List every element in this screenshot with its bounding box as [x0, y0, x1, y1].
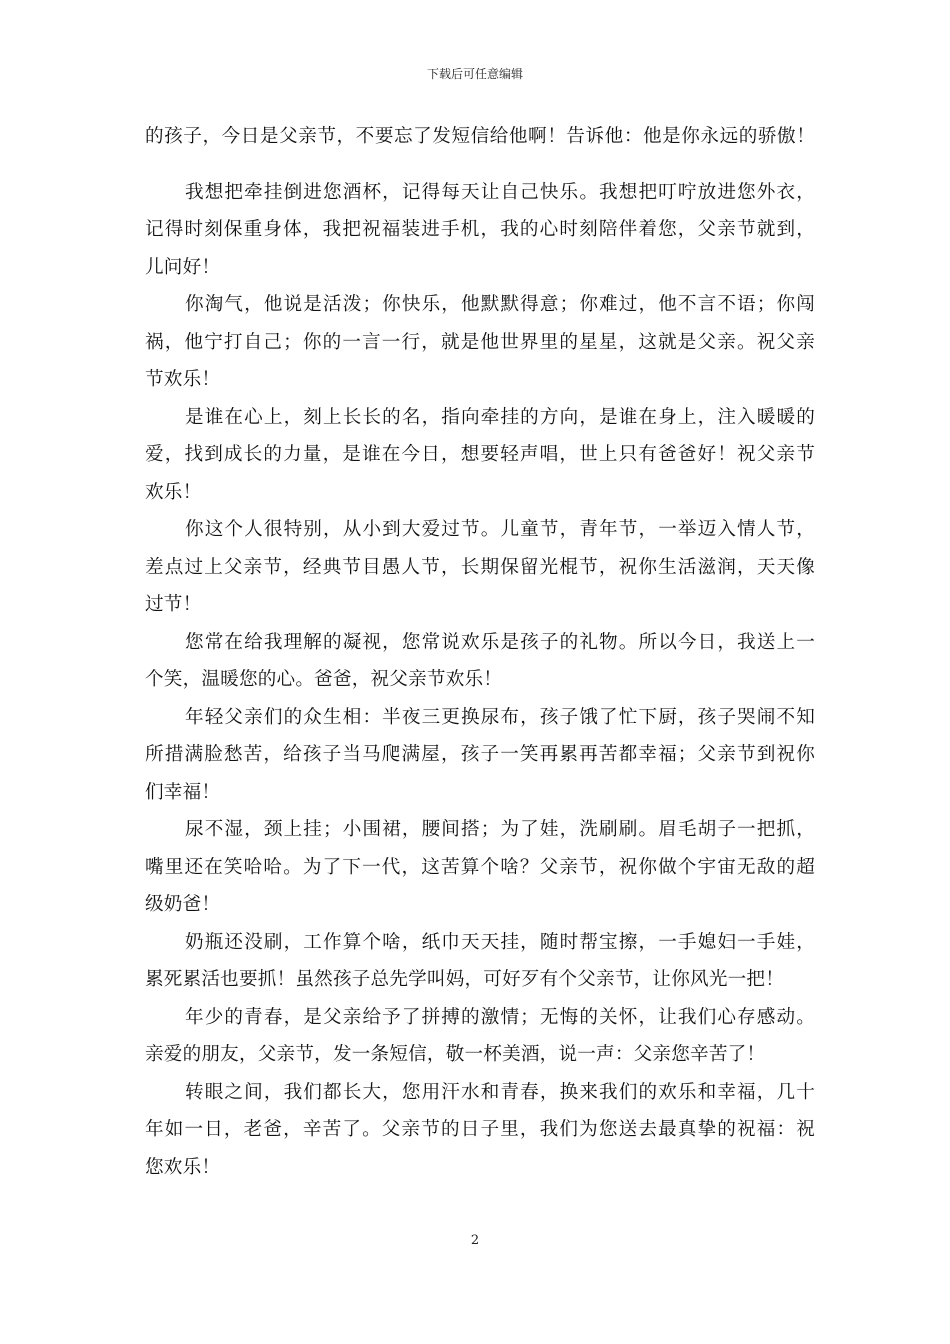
text-line: 节欢乐！: [145, 369, 221, 390]
paragraph: [145, 999, 815, 1074]
text-line: 转眼之间，我们都长大，您用汗水和青春，换来我们的欢乐和幸福，几十: [185, 1081, 815, 1103]
text-line: 儿问好！: [145, 256, 221, 278]
paragraph: [145, 624, 815, 699]
text-line: 奶瓶还没刷，工作算个啥，纸巾天天挂，随时帮宝擦，一手媳妇一手娃，: [185, 931, 815, 953]
paragraph: [145, 286, 815, 399]
text-line: 累死累活也要抓！虽然孩子总先学叫妈，可好歹有个父亲节，让你风光一把！: [145, 969, 784, 990]
text-line: 所措满脸愁苦，给孩子当马爬满屋，孩子一笑再累再苦都幸福；父亲节到祝你: [145, 744, 815, 765]
paragraph: [145, 1074, 815, 1187]
text-line: 我想把牵挂倒进您酒杯，记得每天让自己快乐。我想把叮咛放进您外衣，: [185, 181, 815, 203]
document-body: [145, 118, 815, 1186]
page-header: 下载后可任意编辑: [426, 67, 523, 81]
text-line: 级奶爸！: [145, 894, 221, 915]
text-line: 的孩子，今日是父亲节，不要忘了发短信给他啊！告诉他：他是你永远的骄傲！: [145, 126, 815, 147]
text-line: 你淘气，他说是活泼；你快乐，他默默得意；你难过，他不言不语；你闯: [185, 294, 815, 315]
text-line: 嘴里还在笑哈哈。为了下一代，这苦算个啥？父亲节，祝你做个宇宙无敌的超: [145, 856, 815, 878]
text-line: 你这个人很特别，从小到大爱过节。儿童节，青年节，一举迈入情人节，: [185, 519, 815, 540]
text-line: 记得时刻保重身体，我把祝福装进手机，我的心时刻陪伴着您，父亲节就到，: [145, 219, 815, 240]
paragraph: [145, 699, 815, 812]
text-line: 差点过上父亲节，经典节目愚人节，长期保留光棍节，祝你生活滋润，天天像: [145, 556, 815, 578]
text-line: 您常在给我理解的凝视，您常说欢乐是孩子的礼物。所以今日，我送上一: [185, 631, 815, 653]
text-line: 们幸福！: [145, 781, 221, 803]
text-line: 年轻父亲们的众生相：半夜三更换尿布，孩子饿了忙下厨，孩子哭闹不知: [185, 706, 815, 728]
text-line: 年少的青春，是父亲给予了拼搏的激情；无悔的关怀，让我们心存感动。: [185, 1006, 815, 1028]
text-line: 过节！: [145, 594, 202, 615]
text-line: 个笑，温暖您的心。爸爸，祝父亲节欢乐！: [145, 669, 503, 690]
text-line: 亲爱的朋友，父亲节，发一条短信，敬一杯美酒，说一声：父亲您辛苦了！: [145, 1044, 766, 1065]
text-line: 尿不湿，颈上挂；小围裙，腰间搭；为了娃，洗刷刷。眉毛胡子一把抓，: [185, 819, 815, 840]
page-number: 2: [470, 1233, 480, 1248]
text-line: 祸，他宁打自己；你的一言一行，就是他世界里的星星，这就是父亲。祝父亲: [145, 331, 815, 353]
text-line: 是谁在心上，刻上长长的名，指向牵挂的方向，是谁在身上，注入暖暖的: [185, 406, 815, 428]
paragraph-gap: [145, 156, 815, 174]
paragraph: [145, 511, 815, 624]
paragraph: [145, 924, 815, 999]
paragraph: [145, 811, 815, 924]
text-line: 您欢乐！: [145, 1156, 221, 1178]
text-line: 年如一日，老爸，辛苦了。父亲节的日子里，我们为您送去最真挚的祝福：祝: [145, 1119, 815, 1140]
paragraph: [145, 174, 815, 287]
text-line: 欢乐！: [145, 481, 202, 503]
text-line: 爱，找到成长的力量，是谁在今日，想要轻声唱，世上只有爸爸好！祝父亲节: [145, 444, 815, 465]
paragraph: [145, 399, 815, 512]
